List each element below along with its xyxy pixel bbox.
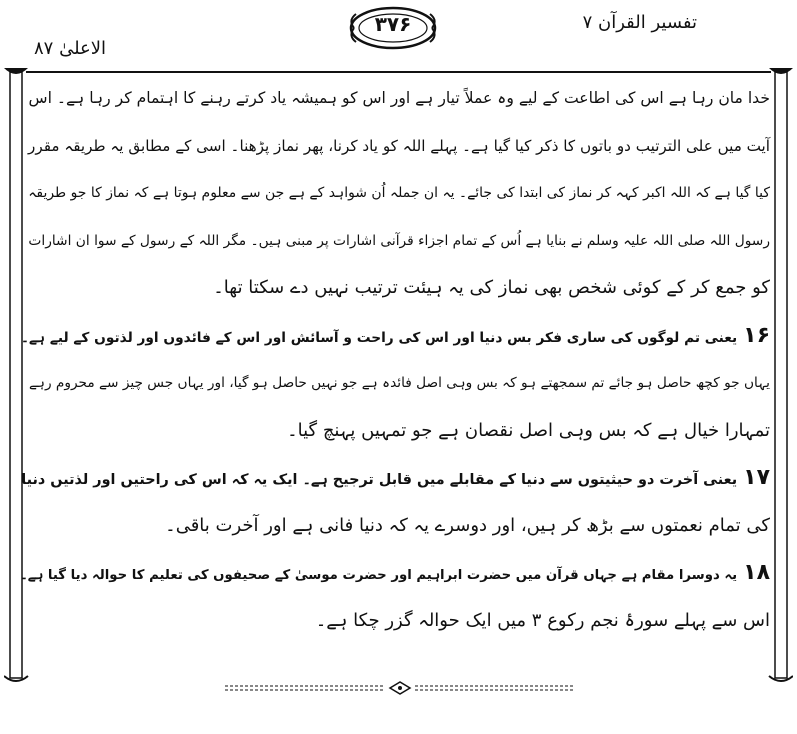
body-line <box>287 419 770 443</box>
page-header <box>0 0 797 70</box>
body-line <box>316 609 770 633</box>
line-text: آیت میں علی الترتیب دو باتوں کا ذکر کیا گیا ہے۔ پہلے اللہ کو یاد کرنا، پھر نماز پڑھنا۔ اسی کے مطابق یہ طریقہ مقرر <box>28 136 770 155</box>
line-text: اس سے پہلے سورۂ نجم رکوع ۳ میں ایک حوالہ گزر چکا ہے۔ <box>315 609 770 631</box>
body-line <box>28 181 770 205</box>
body-line <box>29 371 770 395</box>
line-text: خدا مان رہا ہے اس کی اطاعت کے لیے وہ عملاً تیار ہے اور اس کو ہمیشہ یاد کرتے رہنے کا اہتمام کر رہا ہے۔ اس <box>28 89 770 107</box>
line-text: یعنی تم لوگوں کی ساری فکر بس دنیا اور اس کی راحت و آسائش اور اس کے فائدوں اور لذتوں کے لیے ہے۔ <box>20 329 738 346</box>
footnote-line <box>21 466 770 492</box>
end-ornament <box>225 680 575 698</box>
footnote-marker: ۱۶ <box>743 322 770 348</box>
line-text: کیا گیا ہے کہ اللہ اکبر کہہ کر نماز کی ابتدا کی جائے۔ یہ ان جملہ اُن شواہد کے ہے جن سے معلوم ہوتا ہے کہ نماز کا جو طریقہ <box>28 185 770 201</box>
line-text: یہاں جو کچھ حاصل ہو جائے تم سمجھتے ہو کہ بس وہی اصل فائدہ ہے جو نہیں حاصل ہو گیا، اور یہاں جس چیز سے محروم رہے <box>28 375 770 391</box>
line-text: کو جمع کر کے کوئی شخص بھی نماز کی یہ ہیئت ترتیب نہیں دے سکتا تھا۔ <box>213 277 770 298</box>
body-line <box>213 276 770 300</box>
body-line <box>165 514 770 538</box>
surah-title: الاعلیٰ ۸۷ <box>34 38 107 59</box>
footnote-marker: ۱۸ <box>743 560 770 585</box>
body-line <box>28 134 770 158</box>
body-line <box>29 86 770 110</box>
book-title: تفسیر القرآن ۷ <box>582 12 697 33</box>
line-text: تمہارا خیال ہے کہ بس وہی اصل نقصان ہے جو تمہیں پہنچ گیا۔ <box>287 419 770 441</box>
line-text: کی تمام نعمتوں سے بڑھ کر ہیں، اور دوسرے یہ کہ دنیا فانی ہے اور آخرت باقی۔ <box>165 514 770 536</box>
body-line <box>28 229 770 253</box>
page-number: ۳۷۶ <box>374 12 412 36</box>
line-text: رسول اللہ صلی اللہ علیہ وسلم نے بنایا ہے اُس کے تمام اجزاء قرآنی اشارات پر مبنی ہیں۔ مگر اللہ کے رسول کے سوا ان اشارات <box>28 232 770 249</box>
line-text: یعنی آخرت دو حیثیتوں سے دنیا کے مقابلے میں قابل ترجیح ہے۔ ایک یہ کہ اس کی راحتیں اور لذتیں دنیا <box>21 472 738 488</box>
footnote-marker: ۱۷ <box>743 465 770 490</box>
footnote-line <box>21 324 770 350</box>
footnote-line <box>20 561 770 588</box>
line-text: یہ دوسرا مقام ہے جہاں قرآن میں حضرت ابراہیم اور حضرت موسیٰ کے صحیفوں کی تعلیم کا حوالہ دیا گیا ہے۔ <box>19 568 738 583</box>
